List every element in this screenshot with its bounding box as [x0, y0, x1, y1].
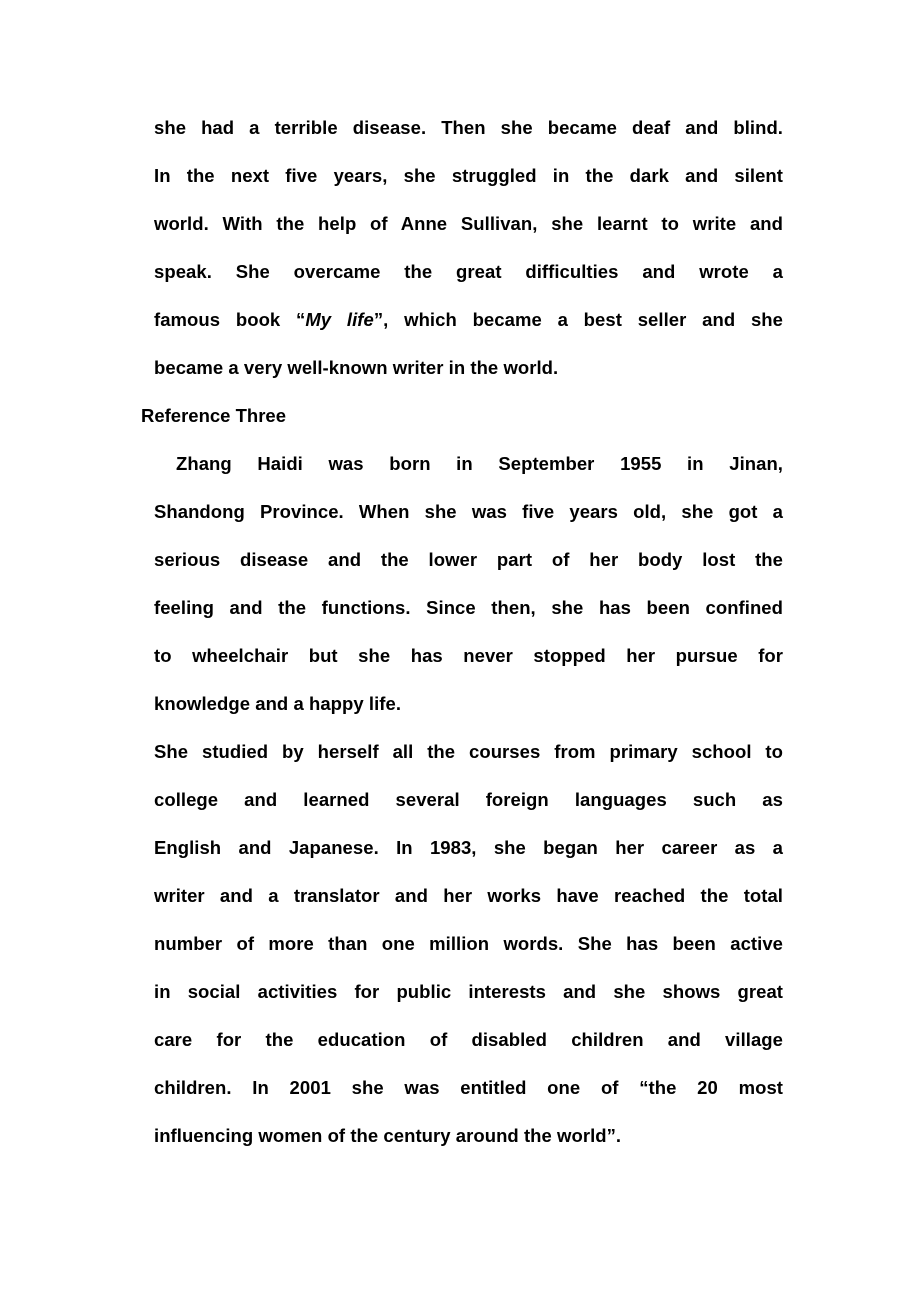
- text-line: speak. She overcame the great difficulties and wrote a: [154, 261, 783, 282]
- text-line: care for the education of disabled children and village: [154, 1029, 783, 1050]
- text-line: she had a terrible disease. Then she became deaf and blind.: [154, 117, 783, 138]
- text-line: children. In 2001 she was entitled one of “the 20 most: [154, 1077, 783, 1098]
- text-line: to wheelchair but she has never stopped her pursue for: [154, 645, 783, 666]
- text-line-with-book-title: [154, 296, 783, 344]
- text-line-indented: [154, 440, 783, 488]
- text-line: number of more than one million words. She has been active: [154, 933, 783, 954]
- book-title-suffix: ”, which became a best seller and she: [373, 309, 783, 330]
- text-line: writer and a translator and her works have reached the total: [154, 885, 783, 906]
- text-line: influencing women of the century around the world”.: [154, 1125, 622, 1146]
- book-title-prefix: famous book “: [154, 309, 306, 330]
- page-content: [141, 104, 783, 1160]
- text-line: feeling and the functions. Since then, she has been confined: [154, 597, 783, 618]
- text-line: knowledge and a happy life.: [154, 693, 402, 714]
- book-title-italic: My life: [305, 309, 374, 330]
- helen-keller-paragraph: [154, 104, 783, 392]
- text-line: college and learned several foreign languages such as: [154, 789, 783, 810]
- zhang-haidi-paragraph-two: [154, 728, 783, 1160]
- text-line: English and Japanese. In 1983, she began her career as a: [154, 837, 783, 858]
- text-line: Zhang Haidi was born in September 1955 in Jinan,: [176, 453, 783, 474]
- text-line: serious disease and the lower part of her body lost the: [154, 549, 783, 570]
- text-line: in social activities for public interests and she shows great: [154, 981, 783, 1002]
- text-line: became a very well-known writer in the world.: [154, 357, 559, 378]
- text-line: world. With the help of Anne Sullivan, she learnt to write and: [154, 213, 783, 234]
- zhang-haidi-paragraph-one: [154, 440, 783, 728]
- text-line: In the next five years, she struggled in the dark and silent: [154, 165, 783, 186]
- reference-three-heading: Reference Three: [141, 405, 286, 426]
- text-line: She studied by herself all the courses from primary school to: [154, 741, 783, 762]
- text-line: Shandong Province. When she was five years old, she got a: [154, 501, 783, 522]
